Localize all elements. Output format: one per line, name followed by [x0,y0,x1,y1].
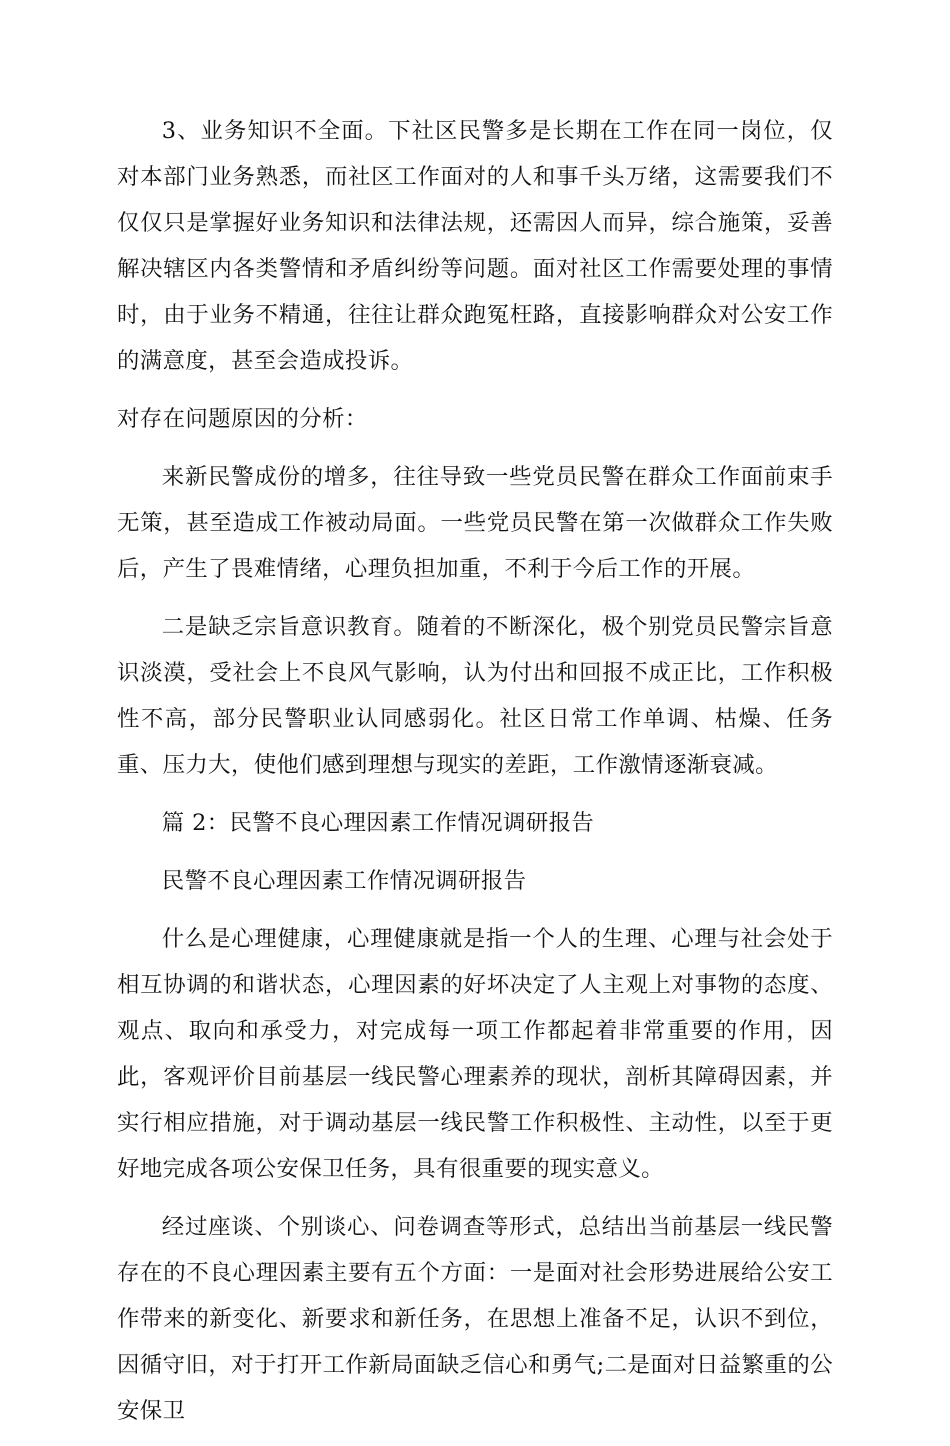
paragraph-purpose-education: 二是缺乏宗旨意识教育。随着的不断深化，极个别党员民警宗旨意识淡漠，受社会上不良风气影响，认为付出和回报不成正比，工作积极性不高，部分民警职业认同感弱化。社区日常工作单调、枯燥、任务重、压力大，使他们感到理想与现实的差距，工作激情逐渐衰减。 [117,614,833,778]
paragraph-cause-analysis-heading: 对存在问题原因的分析： [117,406,368,432]
paragraph-survey-findings: 经过座谈、个别谈心、问卷调查等形式，总结出当前基层一线民警存在的不良心理因素主要有五个方面：一是面对社会形势进展给公安工作带来的新变化、新要求和新任务，在思想上准备不足，认识不到位，因循守旧，对于打开工作新局面缺乏信心和勇气;二是面对日益繁重的公安保卫 [117,1214,833,1424]
paragraph-new-police: 来新民警成份的增多，往往导致一些党员民警在群众工作面前束手无策，甚至造成工作被动局面。一些党员民警在第一次做群众工作失败后，产生了畏难情绪，心理负担加重，不利于今后工作的开展。 [117,464,833,582]
paragraph-business-knowledge: 3、业务知识不全面。下社区民警多是长期在工作在同一岗位，仅对本部门业务熟悉，而社区工作面对的人和事千头万绪，这需要我们不仅仅只是掌握好业务知识和法律法规，还需因人而异，综合施策，妥善解决辖区内各类警情和矛盾纠纷等问题。面对社区工作需要处理的事情时，由于业务不精通，往往让群众跑冤枉路，直接影响群众对公安工作的满意度，甚至会造成投诉。 [117,118,833,374]
document-body [117,108,833,1446]
paragraph-mental-health: 什么是心理健康，心理健康就是指一个人的生理、心理与社会处于相互协调的和谐状态，心理因素的好坏决定了人主观上对事物的态度、观点、取向和承受力，对完成每一项工作都起着非常重要的作用，因此，客观评价目前基层一线民警心理素养的现状，剖析其障碍因素，并实行相应措施，对于调动基层一线民警工作积极性、主动性，以至于更好地完成各项公安保卫任务，具有很重要的现实意义。 [117,926,833,1182]
section-heading: 篇 2：民警不良心理因素工作情况调研报告 [161,810,595,836]
report-title: 民警不良心理因素工作情况调研报告 [161,868,527,894]
